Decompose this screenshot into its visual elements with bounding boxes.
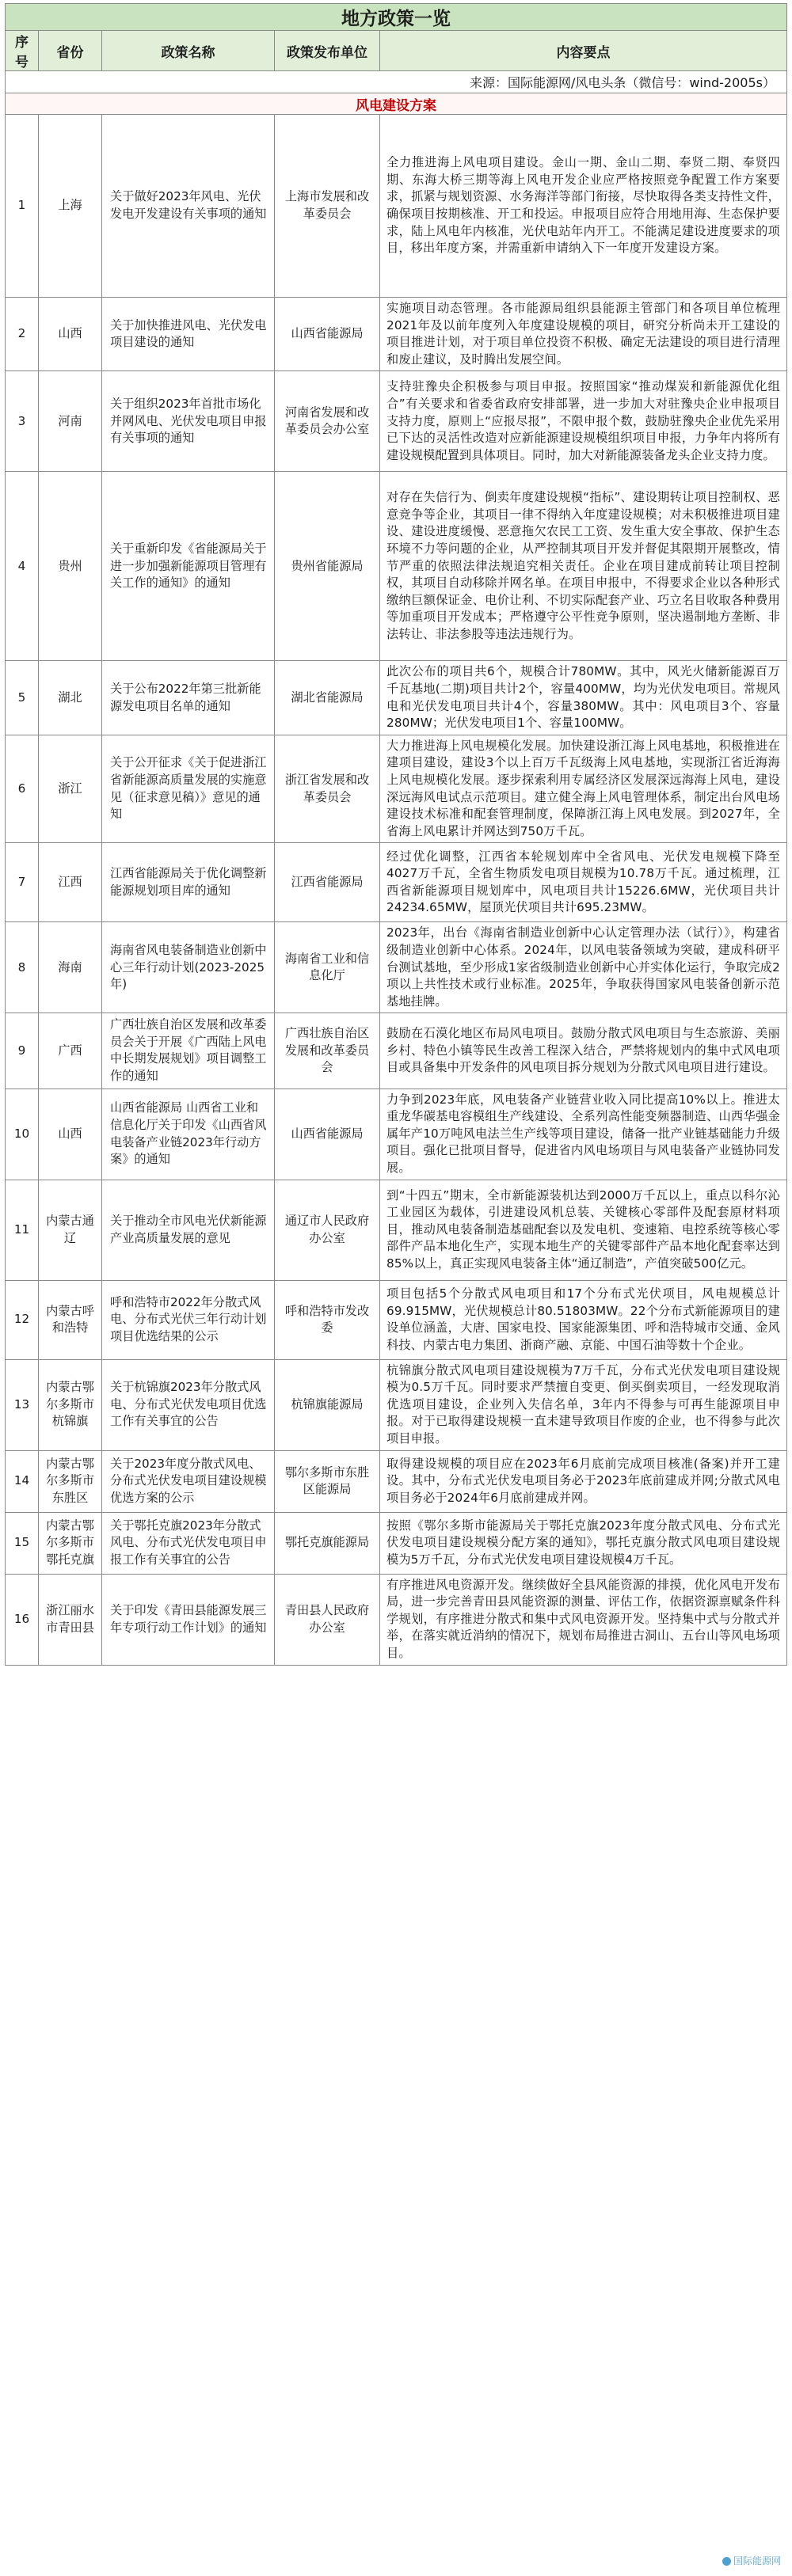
row-number: 15 [6, 1512, 39, 1574]
row-policy-name: 关于做好2023年风电、光伏发电开发建设有关事项的通知 [102, 115, 275, 298]
source-note: 来源：国际能源网/风电头条（微信号：wind-2005s） [6, 71, 787, 93]
row-province: 广西 [39, 1013, 102, 1089]
row-dept: 鄂尔多斯市东胜区能源局 [275, 1450, 380, 1512]
row-province: 山西 [39, 1089, 102, 1180]
row-number: 2 [6, 298, 39, 371]
row-dept: 广西壮族自治区发展和改革委员会 [275, 1013, 380, 1089]
row-province: 贵州 [39, 472, 102, 661]
watermark-text: 国际能源网 [733, 2555, 781, 2567]
row-content: 力争到2023年底，风电装备产业链营业收入同比提高10%以上。推进太重龙华碳基电容模组生产线建设、全系列高性能变频器制造、山西华强金属年产10万吨风电法兰生产线等项目建设，储备一批产业链基础能力升级项目。强化已批项目督导，促进省内风电场项目与风电装备产业链协同发展。 [380, 1089, 787, 1180]
table-row [6, 1280, 787, 1359]
row-dept: 湖北省能源局 [275, 661, 380, 735]
row-content: 鼓励在石漠化地区布局风电项目。鼓励分散式风电项目与生态旅游、美丽乡村、特色小镇等民生改善工程深入结合，严禁将规划内的集中式风电项目或具备集中开发条件的风电项目拆分规划为分散式风电项目进行建设。 [380, 1013, 787, 1089]
row-dept: 河南省发展和改革委员会办公室 [275, 371, 380, 472]
row-content: 2023年，出台《海南省制造业创新中心认定管理办法（试行）》，构建省级制造业创新中心体系。2024年，以风电装备领域为突破，建成科研平台测试基地，至少形成1家省级制造业创新中心并实体化运行，争取完成2项以上共性技术或行业标准。2025年，争取获得国家风电装备创新示范基地挂牌。 [380, 922, 787, 1013]
row-policy-name: 江西省能源局关于优化调整新能源规划项目库的通知 [102, 843, 275, 922]
row-content: 经过优化调整，江西省本轮规划库中全省风电、光伏发电规模下降至4027万千瓦，全省生物质发电项目规模为10.78万千瓦。通过梳理，江西省新能源项目规划库中，风电项目共计15226.6MW，光伏项目共计24234.65MW，屋顶光伏项目共计695.23MW。 [380, 843, 787, 922]
row-content: 全力推进海上风电项目建设。金山一期、金山二期、奉贤二期、奉贤四期、东海大桥三期等海上风电开发企业应严格按照竞争配置工作方案要求，抓紧与规划资源、水务海洋等部门衔接，尽快取得各类支持性文件，确保项目按期核准、开工和投运。申报项目应符合用地用海、生态保护要求，陆上风电年内核准，光伏电站年内开工。不能满足建设进度要求的项目，移出年度方案，并需重新申请纳入下一年度开发建设方案。 [380, 115, 787, 298]
header-province: 省份 [39, 31, 102, 71]
row-dept: 海南省工业和信息化厅 [275, 922, 380, 1013]
row-content: 到“十四五”期末，全市新能源装机达到2000万千瓦以上，重点以科尔沁工业园区为载体，引进建设风机总装、关键核心零部件及配套原材料项目，推动风电装备制造基础配套以及发电机、变速箱、电控系统等核心零部件产品本地化生产，实现本地生产的关键零部件产品本地化配套率达到85%以上，真正实现风电装备主体“通辽制造”，产值突破500亿元。 [380, 1180, 787, 1280]
table-row [6, 371, 787, 472]
row-province: 河南 [39, 371, 102, 472]
row-number: 6 [6, 735, 39, 843]
row-number: 3 [6, 371, 39, 472]
table-row [6, 115, 787, 298]
header-content: 内容要点 [380, 31, 787, 71]
table-row [6, 1450, 787, 1512]
row-content: 大力推进海上风电规模化发展。加快建设浙江海上风电基地，积极推进在建项目建设，建设3个以上百万千瓦级海上风电基地，实现浙江省近海海上风电规模化发展。逐步探索利用专属经济区发展深远海海上风电，建设深远海风电试点示范项目。建立健全海上风电管理体系，制定出台风电场建设技术标准和配套管理制度，保障浙江海上风电发展。到2027年，全省海上风电累计并网达到750万千瓦。 [380, 735, 787, 843]
table-row [6, 1089, 787, 1180]
table-row [6, 922, 787, 1013]
row-dept: 鄂托克旗能源局 [275, 1512, 380, 1574]
table-row [6, 1180, 787, 1280]
row-dept: 杭锦旗能源局 [275, 1359, 380, 1450]
row-dept: 浙江省发展和改革委员会 [275, 735, 380, 843]
table-title: 地方政策一览 [6, 4, 787, 31]
row-policy-name: 关于鄂托克旗2023年分散式风电、分布式光伏发电项目申报工作有关事宜的公告 [102, 1512, 275, 1574]
row-policy-name: 关于组织2023年首批市场化并网风电、光伏发电项目申报有关事项的通知 [102, 371, 275, 472]
row-policy-name: 关于推动全市风电光伏新能源产业高质量发展的意见 [102, 1180, 275, 1280]
row-content: 有序推进风电资源开发。继续做好全县风能资源的排摸，优化风电开发布局，进一步完善青田县风能资源的测量、评估工作，依据资源禀赋条件科学规划，有序推进分散式和集中式风电资源开发。坚持集中式与分散式并举，在落实就近消纳的情况下，规划布局推进古洞山、五台山等风电场项目。 [380, 1574, 787, 1665]
table-row [6, 1574, 787, 1665]
table-title-row [6, 4, 787, 31]
row-dept: 呼和浩特市发改委 [275, 1280, 380, 1359]
row-content: 支持驻豫央企积极参与项目申报。按照国家“推动煤炭和新能源优化组合”有关要求和省委省政府安排部署，进一步加大对驻豫央企业申报项目支持力度，原则上“应报尽报”，不限申报个数，鼓励驻豫央企业优先采用已下达的灵活性改造对应新能源建设规模组织项目申报，力争年内将所有建设规模配置到具体项目。同时，加大对新能源装备龙头企业支持力度。 [380, 371, 787, 472]
row-content: 项目包括5个分散式风电项目和17个分布式光伏项目，风电规模总计69.915MW，光伏规模总计80.51803MW。22个分布式新能源项目的建设单位涵盖，大唐、国家电投、国家能源集团、呼和浩特城市交通、金风科技、内蒙古电力集团、浙商产融、京能、中国石油等数十个企业。 [380, 1280, 787, 1359]
row-province: 内蒙古鄂尔多斯市东胜区 [39, 1450, 102, 1512]
row-number: 10 [6, 1089, 39, 1180]
row-number: 8 [6, 922, 39, 1013]
row-number: 14 [6, 1450, 39, 1512]
row-dept: 江西省能源局 [275, 843, 380, 922]
row-province: 山西 [39, 298, 102, 371]
row-number: 12 [6, 1280, 39, 1359]
row-policy-name: 山西省能源局 山西省工业和信息化厅关于印发《山西省风电装备产业链2023年行动方案》的通知 [102, 1089, 275, 1180]
row-number: 11 [6, 1180, 39, 1280]
header-policy-name: 政策名称 [102, 31, 275, 71]
table-row [6, 1013, 787, 1089]
section-title: 风电建设方案 [6, 93, 787, 115]
row-policy-name: 关于印发《青田县能源发展三年专项行动工作计划》的通知 [102, 1574, 275, 1665]
row-policy-name: 关于公开征求《关于促进浙江省新能源高质量发展的实施意见（征求意见稿）》意见的通知 [102, 735, 275, 843]
row-policy-name: 海南省风电装备制造业创新中心三年行动计划(2023-2025年) [102, 922, 275, 1013]
row-province: 海南 [39, 922, 102, 1013]
row-province: 湖北 [39, 661, 102, 735]
source-row [6, 71, 787, 93]
row-policy-name: 广西壮族自治区发展和改革委员会关于开展《广西陆上风电中长期发展规划》项目调整工作的通知 [102, 1013, 275, 1089]
row-content: 杭锦旗分散式风电项目建设规模为7万千瓦，分布式光伏发电项目建设规模为0.5万千瓦。同时要求严禁擅自变更、倒买倒卖项目，一经发现取消优选项目建设，企业列入失信名单，3年内不得参与可再生能源项目申报。对于已取得建设规模一直未建导致项目作废的企业，也不得参与此次项目申报。 [380, 1359, 787, 1450]
row-content: 实施项目动态管理。各市能源局组织县能源主管部门和各项目单位梳理2021年及以前年度列入年度建设规模的项目，研究分析尚未开工建设的项目推进计划，对于项目单位投资不积极、确定无法建设的项目进行清理和废止建议，及时腾出发展空间。 [380, 298, 787, 371]
row-policy-name: 关于加快推进风电、光伏发电项目建设的通知 [102, 298, 275, 371]
row-number: 1 [6, 115, 39, 298]
row-policy-name: 关于杭锦旗2023年分散式风电、分布式光伏发电项目优选工作有关事宜的公告 [102, 1359, 275, 1450]
table-row [6, 1512, 787, 1574]
row-content: 此次公布的项目共6个，规模合计780MW。其中，风光火储新能源百万千瓦基地(二期)项目共计2个，容量400MW，均为光伏发电项目。常规风电和光伏发电项目共计4个，容量380MW。其中：风电项目3个、容量280MW；光伏发电项目1个、容量100MW。 [380, 661, 787, 735]
table-row [6, 843, 787, 922]
table-row [6, 1359, 787, 1450]
row-province: 内蒙古鄂尔多斯市鄂托克旗 [39, 1512, 102, 1574]
row-number: 16 [6, 1574, 39, 1665]
row-policy-name: 关于重新印发《省能源局关于进一步加强新能源项目管理有关工作的通知》的通知 [102, 472, 275, 661]
row-content: 取得建设规模的项目应在2023年6月底前完成项目核准(备案)并开工建设。其中，分布式光伏发电项目务必于2023年底前建成并网;分散式风电项目务必于2024年6月底前建成并网。 [380, 1450, 787, 1512]
row-content: 对存在失信行为、倒卖年度建设规模“指标”、建设期转让项目控制权、恶意竞争等企业，其项目一律不得纳入年度建设规模；对未积极推进项目建设、建设进度缓慢、恶意拖欠农民工工资、发生重大安全事故、保护生态环境不力等问题的企业，从严控制其项目开发并督促其限期开展整改，情节严重的依照法律法规追究相关责任。企业在项目建成前转让项目控制权，其项目自动移除并网名单。在项目申报中，不得要求企业以各种形式缴纳巨额保证金、电价让利、不切实际配套产业、巧立名目收取各种费用等加重项目开发成本；严格遵守公平性竞争原则，坚决遏制地方垄断、非法转让、非法参股等违法违规行为。 [380, 472, 787, 661]
row-dept: 山西省能源局 [275, 298, 380, 371]
row-province: 浙江 [39, 735, 102, 843]
row-number: 9 [6, 1013, 39, 1089]
watermark-logo-icon [722, 2557, 731, 2566]
row-province: 江西 [39, 843, 102, 922]
row-policy-name: 关于公布2022年第三批新能源发电项目名单的通知 [102, 661, 275, 735]
table-row [6, 472, 787, 661]
row-number: 13 [6, 1359, 39, 1450]
row-policy-name: 呼和浩特市2022年分散式风电、分布式光伏三年行动计划项目优选结果的公示 [102, 1280, 275, 1359]
header-no: 序号 [6, 31, 39, 71]
row-policy-name: 关于2023年度分散式风电、分布式光伏发电项目建设规模优选方案的公示 [102, 1450, 275, 1512]
row-province: 内蒙古鄂尔多斯市杭锦旗 [39, 1359, 102, 1450]
row-province: 内蒙古通辽 [39, 1180, 102, 1280]
table-header-row [6, 31, 787, 71]
row-number: 7 [6, 843, 39, 922]
table-row [6, 661, 787, 735]
table-row [6, 298, 787, 371]
row-province: 浙江丽水市青田县 [39, 1574, 102, 1665]
row-dept: 青田县人民政府办公室 [275, 1574, 380, 1665]
watermark [722, 2554, 781, 2567]
row-province: 上海 [39, 115, 102, 298]
policy-table [5, 3, 787, 1666]
section-row [6, 93, 787, 115]
row-content: 按照《鄂尔多斯市能源局关于鄂托克旗2023年度分散式风电、分布式光伏发电项目建设规模分配方案的通知》，鄂托克旗分散式风电项目建设规模为5万千瓦，分布式光伏发电项目建设规模4万千瓦。 [380, 1512, 787, 1574]
row-dept: 通辽市人民政府办公室 [275, 1180, 380, 1280]
row-number: 5 [6, 661, 39, 735]
row-dept: 上海市发展和改革委员会 [275, 115, 380, 298]
row-dept: 山西省能源局 [275, 1089, 380, 1180]
row-number: 4 [6, 472, 39, 661]
header-dept: 政策发布单位 [275, 31, 380, 71]
row-province: 内蒙古呼和浩特 [39, 1280, 102, 1359]
row-dept: 贵州省能源局 [275, 472, 380, 661]
table-row [6, 735, 787, 843]
